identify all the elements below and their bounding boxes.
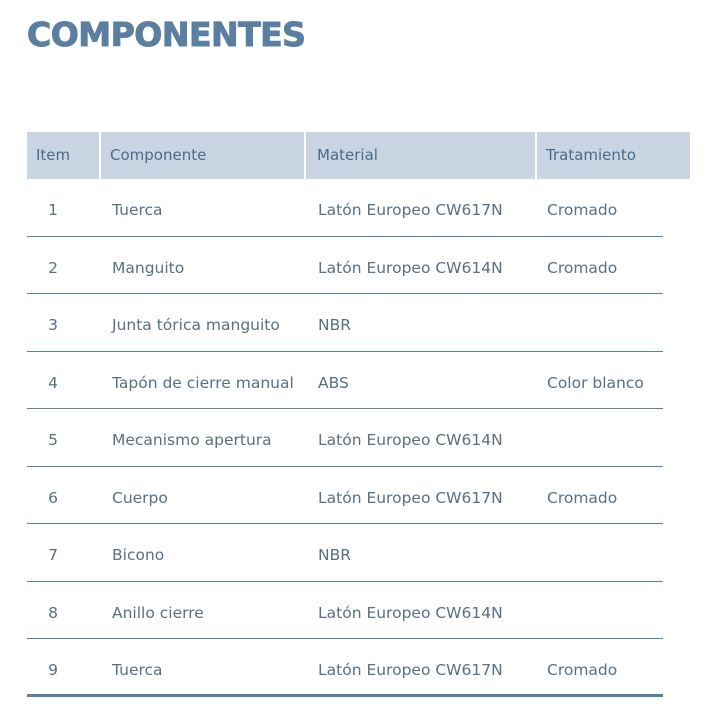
cell-componente: Bicono bbox=[112, 546, 165, 564]
cell-material: ABS bbox=[318, 373, 349, 392]
cell-material: Latón Europeo CW617N bbox=[318, 661, 503, 679]
cell-item: 9 bbox=[48, 661, 58, 679]
page-title: COMPONENTES bbox=[27, 15, 306, 54]
cell-componente: Cuerpo bbox=[112, 488, 168, 507]
table-body bbox=[27, 179, 663, 697]
cell-componente: Tuerca bbox=[112, 661, 163, 679]
cell-item: 8 bbox=[48, 603, 58, 622]
cell-componente: Tapón de cierre manual bbox=[112, 373, 294, 392]
cell-componente: Tuerca bbox=[112, 201, 163, 219]
cell-item: 7 bbox=[48, 546, 58, 564]
components-table bbox=[27, 132, 690, 697]
cell-tratamiento: Color blanco bbox=[547, 373, 644, 392]
cell-material: Latón Europeo CW614N bbox=[318, 258, 503, 277]
cell-material: Latón Europeo CW614N bbox=[318, 431, 503, 449]
cell-item: 2 bbox=[48, 258, 58, 277]
cell-componente: Anillo cierre bbox=[112, 603, 204, 622]
table-row bbox=[27, 179, 663, 237]
cell-item: 5 bbox=[48, 431, 58, 449]
cell-componente: Manguito bbox=[112, 258, 185, 277]
table-row bbox=[27, 639, 663, 697]
cell-componente: Mecanismo apertura bbox=[112, 431, 272, 449]
table-row bbox=[27, 409, 663, 467]
header-componente: Componente bbox=[101, 132, 304, 179]
cell-material: Latón Europeo CW617N bbox=[318, 201, 503, 219]
cell-componente: Junta tórica manguito bbox=[112, 316, 280, 334]
cell-material: Latón Europeo CW617N bbox=[318, 488, 503, 507]
cell-material: NBR bbox=[318, 316, 351, 334]
cell-item: 6 bbox=[48, 488, 58, 507]
cell-material: NBR bbox=[318, 546, 351, 564]
header-item: Item bbox=[27, 132, 99, 179]
table-row bbox=[27, 352, 663, 410]
table-row bbox=[27, 582, 663, 640]
table-row bbox=[27, 524, 663, 582]
header-tratamiento: Tratamiento bbox=[537, 132, 690, 179]
table-row bbox=[27, 294, 663, 352]
cell-material: Latón Europeo CW614N bbox=[318, 603, 503, 622]
cell-item: 4 bbox=[48, 373, 58, 392]
cell-tratamiento: Cromado bbox=[547, 258, 618, 277]
cell-tratamiento: Cromado bbox=[547, 661, 618, 679]
header-material: Material bbox=[306, 132, 535, 179]
table-row bbox=[27, 467, 663, 525]
cell-tratamiento: Cromado bbox=[547, 201, 618, 219]
cell-tratamiento: Cromado bbox=[547, 488, 618, 507]
table-header bbox=[27, 132, 690, 179]
table-row bbox=[27, 237, 663, 295]
cell-item: 1 bbox=[48, 201, 58, 219]
cell-item: 3 bbox=[48, 316, 58, 334]
